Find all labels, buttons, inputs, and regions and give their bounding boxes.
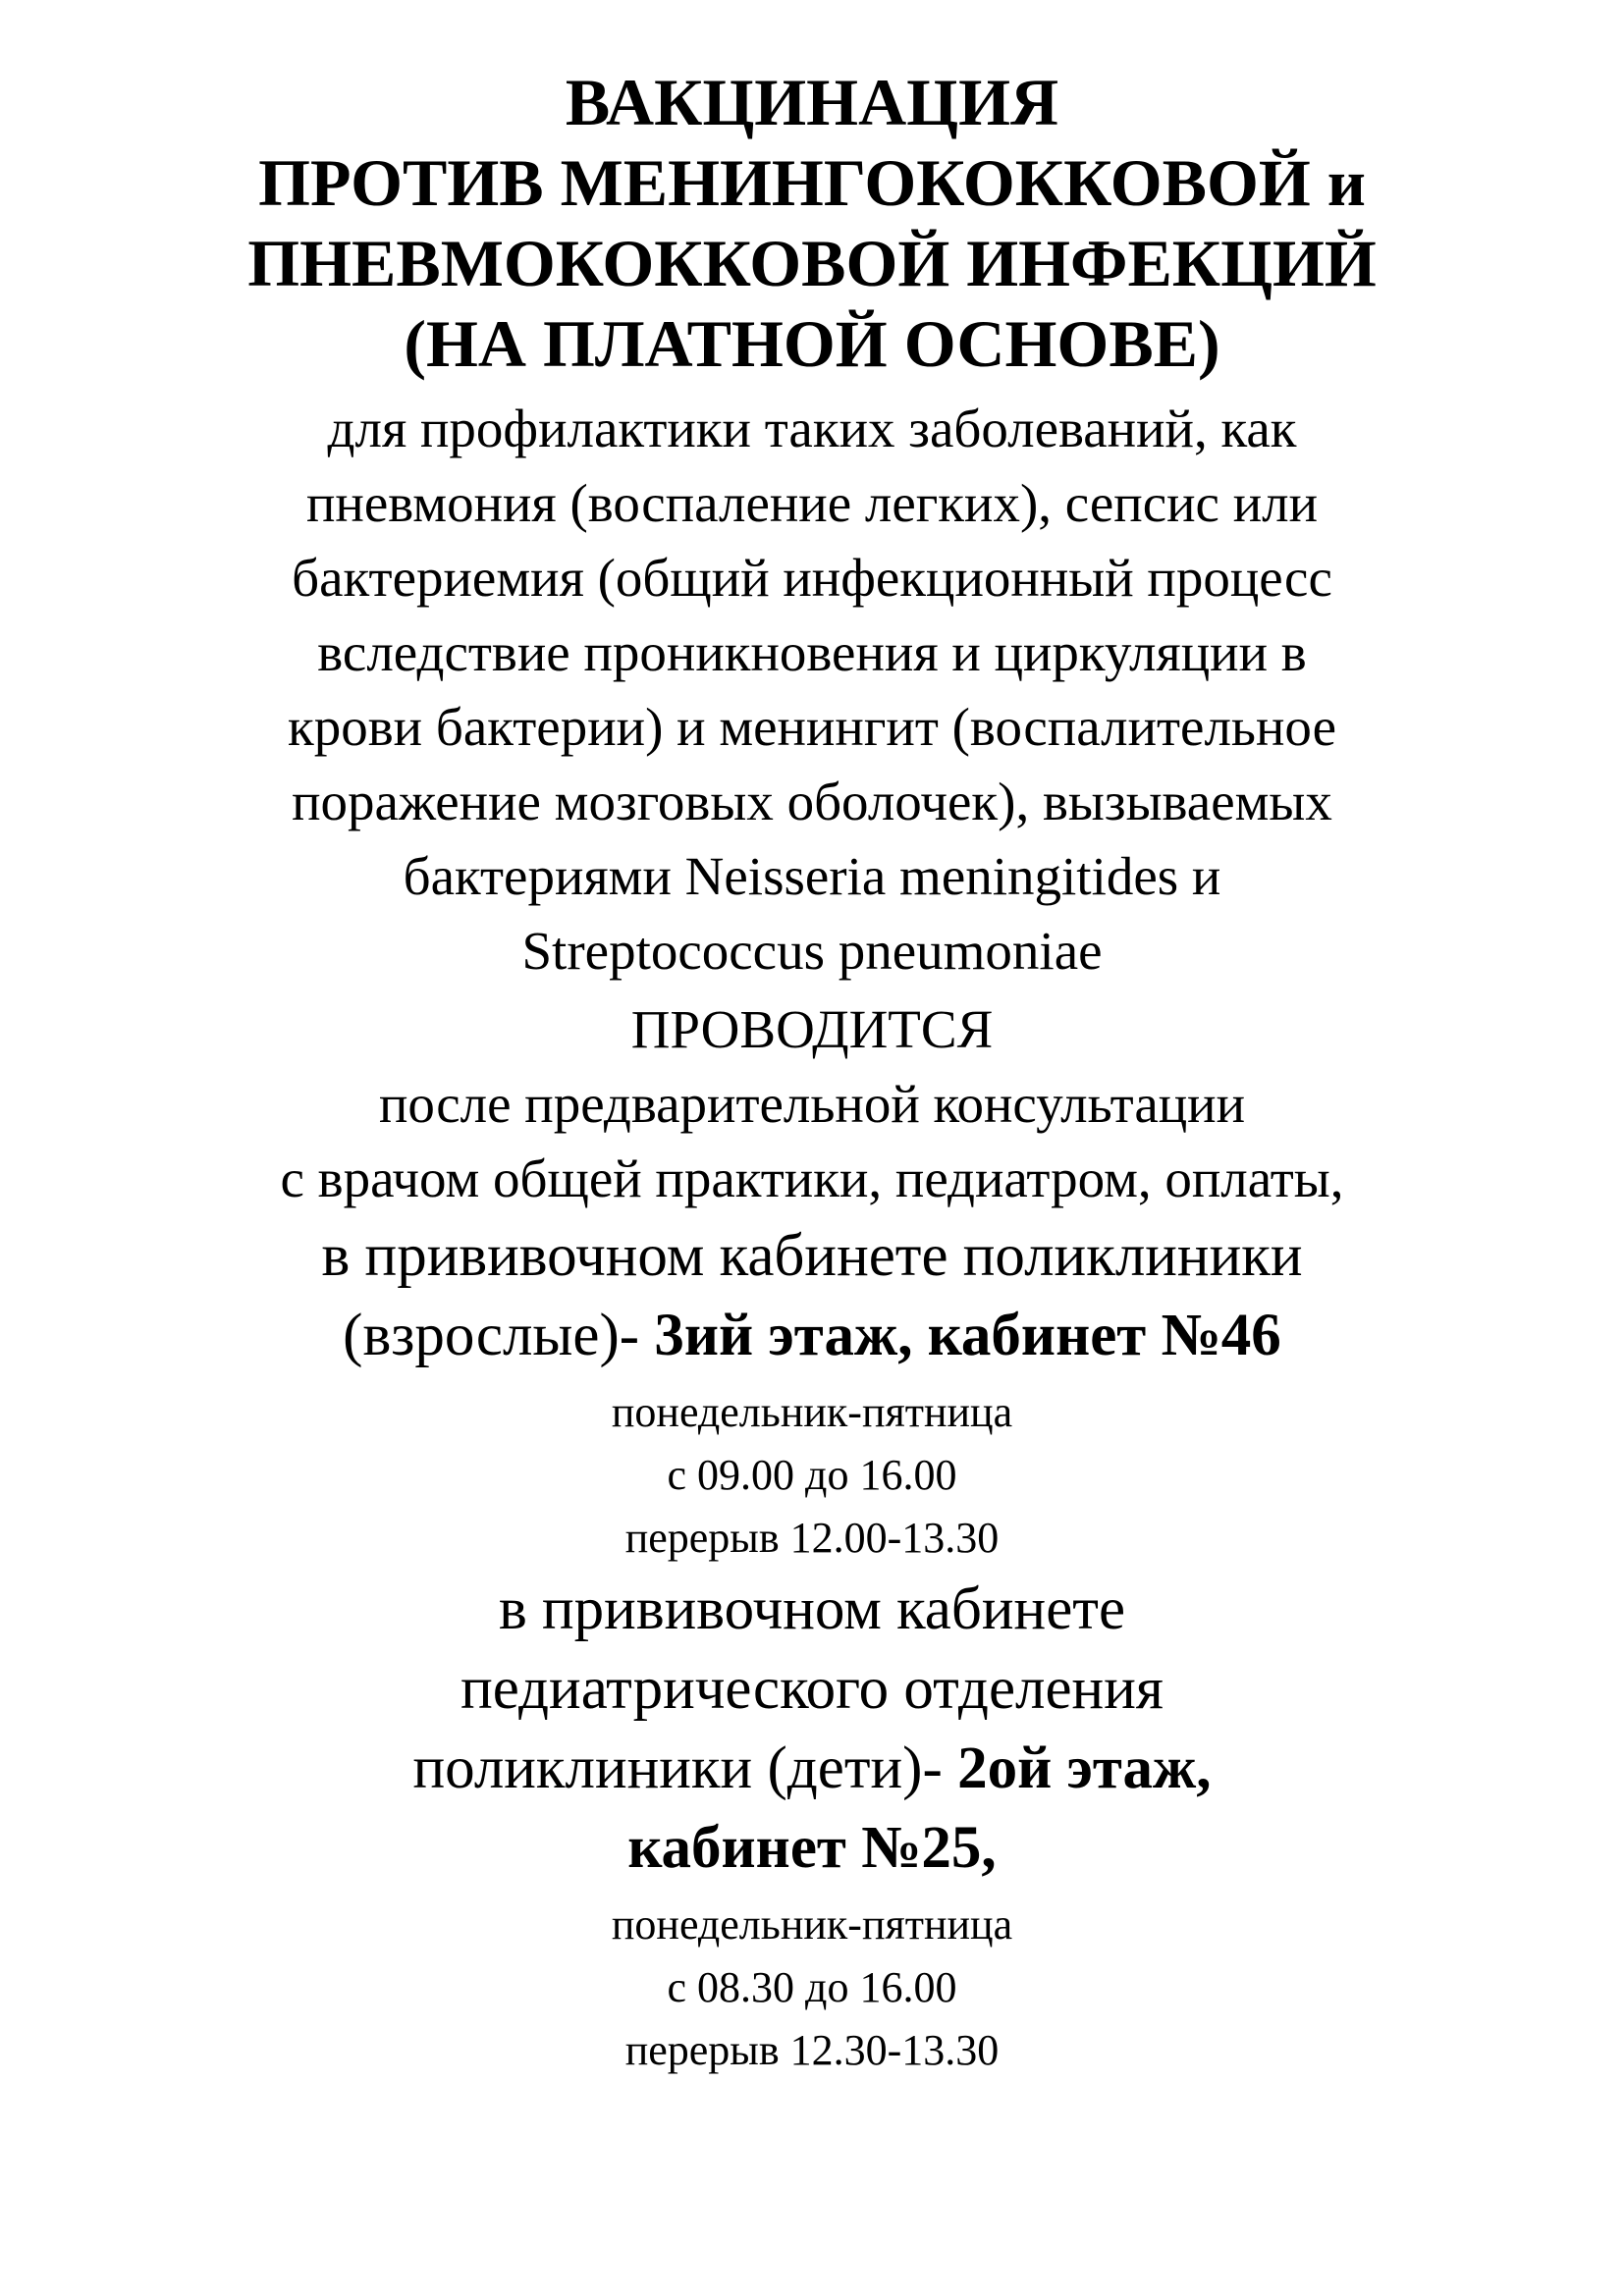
children-location-line: в прививочном кабинете	[498, 1576, 1126, 1642]
notice-description	[0, 392, 1624, 988]
adults-room: 3ий этаж, кабинет №46	[654, 1303, 1281, 1368]
adults-location-section	[0, 1216, 1624, 1570]
description-line: вследствие проникновения и циркуляции в	[317, 622, 1307, 682]
children-room: кабинет №25,	[627, 1815, 997, 1881]
description-line: крови бактерии) и менингит (воспалительное	[287, 697, 1336, 757]
description-line: Streptococcus pneumoniae	[521, 921, 1103, 981]
conducted-section	[0, 992, 1624, 1216]
adults-label: (взрослые)-	[343, 1303, 655, 1368]
description-line: пневмония (воспаление легких), сепсис или	[305, 473, 1319, 533]
description-line: бактериями Neisseria meningitides и	[403, 846, 1221, 906]
notice-title	[0, 62, 1624, 384]
children-floor: 2ой этаж,	[957, 1735, 1212, 1801]
adults-location-line	[0, 1296, 1624, 1375]
adults-location-line: в прививочном кабинете поликлиники	[321, 1223, 1303, 1289]
description-line: поражение мозговых оболочек), вызываемых	[292, 772, 1332, 831]
adults-break: перерыв 12.00-13.30	[624, 1514, 1000, 1562]
title-line: ПРОТИВ МЕНИНГОКОККОВОЙ и	[258, 145, 1366, 220]
conducted-heading: ПРОВОДИТСЯ	[630, 999, 994, 1059]
children-hours: с 08.30 до 16.00	[667, 1963, 957, 2011]
conducted-line: с врачом общей практики, педиатром, оплаты,	[280, 1148, 1344, 1208]
title-line: ПНЕВМОКОККОВОЙ ИНФЕКЦИЙ	[247, 226, 1377, 300]
description-line: для профилактики таких заболеваний, как	[327, 399, 1297, 458]
children-days: понедельник-пятница	[611, 1900, 1013, 1949]
title-line: (НА ПЛАТНОЙ ОСНОВЕ)	[404, 306, 1220, 381]
description-line: бактериемия (общий инфекционный процесс	[292, 548, 1332, 608]
children-location-section	[0, 1570, 1624, 2082]
children-label: поликлиники (дети)-	[412, 1735, 958, 1801]
adults-hours: с 09.00 до 16.00	[667, 1451, 957, 1499]
adults-days: понедельник-пятница	[611, 1388, 1013, 1436]
children-location-line: педиатрического отделения	[460, 1656, 1164, 1722]
children-location-line	[0, 1808, 1624, 1888]
title-line: ВАКЦИНАЦИЯ	[565, 65, 1059, 139]
children-break: перерыв 12.30-13.30	[624, 2026, 1000, 2074]
conducted-line: после предварительной консультации	[378, 1074, 1246, 1134]
children-location-line	[0, 1729, 1624, 1808]
